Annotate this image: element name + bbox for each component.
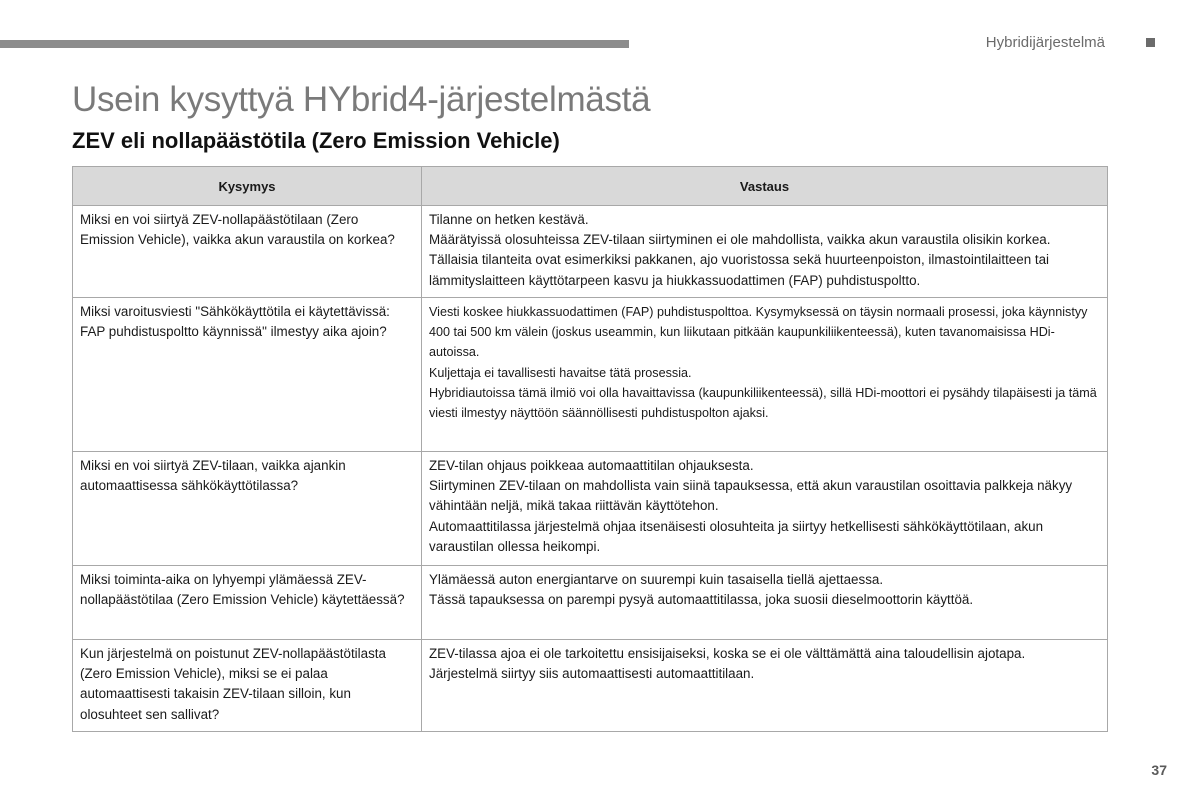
answer-cell — [422, 566, 1108, 640]
answer-paragraph: Viesti koskee hiukkassuodattimen (FAP) puhdistuspolttoa. Kysymyksessä on täysin normaali prosessi, joka käynnistyy 400 tai 500 km välein (joskus useammin, kun liikutaan pitkään kaupunkiliikenteessä), kuten tavanomaisissa HDi-autoissa. — [429, 305, 1088, 360]
answer-paragraph: Hybridiautoissa tämä ilmiö voi olla havaittavissa (kaupunkiliikenteessä), sillä HDi-moottori ei pysähdy tilapäisesti ja tämä viesti ilmestyy näyttöön säännöllisesti puhdistuspolton ajaksi. — [429, 385, 1097, 421]
page-number: 37 — [1151, 762, 1167, 778]
table-row — [73, 206, 1108, 298]
answer-paragraph: Kuljettaja ei tavallisesti havaitse tätä prosessia. — [429, 365, 692, 380]
answer-cell — [422, 206, 1108, 298]
table-row — [73, 452, 1108, 566]
section-label: Hybridijärjestelmä — [985, 34, 1105, 51]
faq-table — [72, 166, 1108, 732]
question-cell: Miksi varoitusviesti "Sähkökäyttötila ei käytettävissä: FAP puhdistuspoltto käynnissä" ilmestyy aika ajoin? — [73, 298, 422, 452]
answer-paragraph: Tilanne on hetken kestävä. — [429, 212, 589, 227]
answer-cell — [422, 640, 1108, 732]
question-cell: Miksi toiminta-aika on lyhyempi ylämäessä ZEV-nollapäästötilaa (Zero Emission Vehicle) käytettäessä? — [73, 566, 422, 640]
answer-paragraph: ZEV-tilan ohjaus poikkeaa automaattitilan ohjauksesta. — [429, 458, 754, 473]
answer-paragraph: Ylämäessä auton energiantarve on suurempi kuin tasaisella tiellä ajettaessa. — [429, 572, 884, 587]
question-cell: Kun järjestelmä on poistunut ZEV-nollapäästötilasta (Zero Emission Vehicle), miksi se ei palaa automaattisesti takaisin ZEV-tilaan silloin, kun olosuhteet sen sallivat? — [73, 640, 422, 732]
answer-paragraph: Siirtyminen ZEV-tilaan on mahdollista vain siinä tapauksessa, että akun varaustilan osoittavia palkkeja näkyy vähintään neljä, mikä takaa riittävän käyttötehon. — [429, 478, 1073, 514]
table-row — [73, 298, 1108, 452]
table-row — [73, 640, 1108, 732]
question-cell: Miksi en voi siirtyä ZEV-nollapäästötilaan (Zero Emission Vehicle), vaikka akun varaustila on korkea? — [73, 206, 422, 298]
table-row — [73, 566, 1108, 640]
header-rule — [0, 40, 629, 48]
column-header-question: Kysymys — [73, 167, 422, 206]
section-marker — [1146, 38, 1155, 47]
page-title: Usein kysyttyä HYbrid4-järjestelmästä — [72, 80, 651, 119]
column-header-answer: Vastaus — [422, 167, 1108, 206]
answer-paragraph: ZEV-tilassa ajoa ei ole tarkoitettu ensisijaiseksi, koska se ei ole välttämättä aina taloudellisin ajotapa. — [429, 646, 1026, 661]
answer-cell — [422, 452, 1108, 566]
question-cell: Miksi en voi siirtyä ZEV-tilaan, vaikka ajankin automaattisessa sähkökäyttötilassa? — [73, 452, 422, 566]
answer-paragraph: Järjestelmä siirtyy siis automaattisesti automaattitilaan. — [429, 666, 755, 682]
answer-cell — [422, 298, 1108, 452]
answer-paragraph: Automaattitilassa järjestelmä ohjaa itsenäisesti olosuhteita ja siirtyy hetkellisesti sähkökäyttötilaan, akun varaustilan ollessa heikompi. — [429, 518, 1044, 554]
table-header-row — [73, 167, 1108, 206]
section-subtitle: ZEV eli nollapäästötila (Zero Emission Vehicle) — [72, 128, 560, 153]
answer-paragraph: Määrätyissä olosuhteissa ZEV-tilaan siirtyminen ei ole mahdollista, vaikka akun varaustila olisikin korkea. Tällaisia tilanteita ovat esimerkiksi pakkanen, ajo vuoristossa sekä huurteenpoiston, ilmastointilaitteen tai lämmityslaitteen käyttötarpeen kasvu ja hiukkassuodattimen (FAP) puhdistuspoltto. — [429, 232, 1051, 288]
answer-paragraph: Tässä tapauksessa on parempi pysyä automaattitilassa, joka suosii dieselmoottorin käyttöä. — [429, 592, 974, 608]
